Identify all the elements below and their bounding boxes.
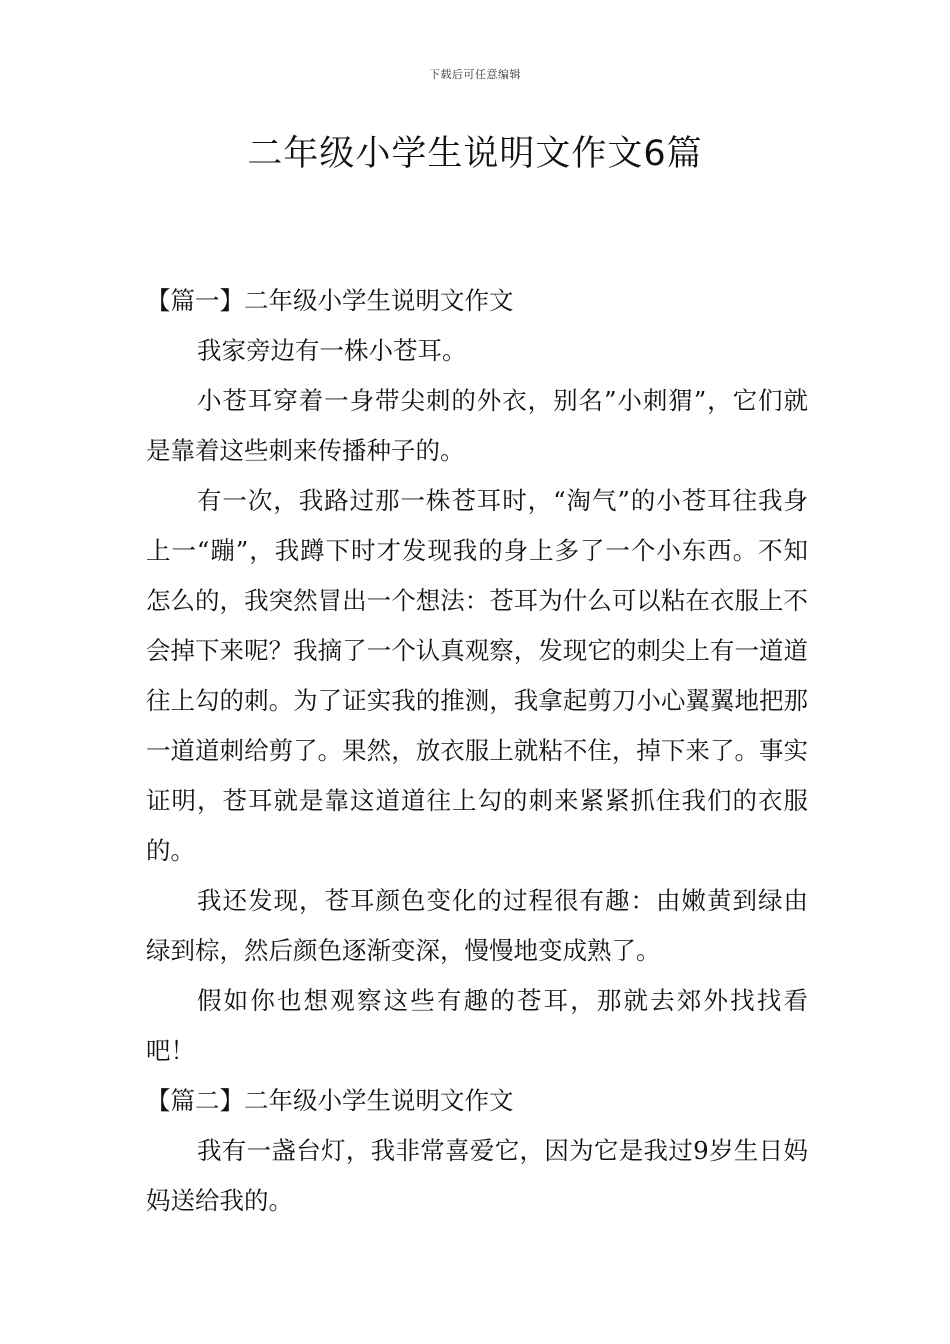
paragraph: 小苍耳穿着一身带尖刺的外衣，别名”小刺猬”，它们就是靠着这些刺来传播种子的。: [146, 386, 808, 465]
article-body: [146, 276, 808, 1226]
paragraph: 有一次，我路过那一株苍耳时，“淘气”的小苍耳往我身上一“蹦”，我蹲下时才发现我的身上多了一个小东西。不知怎么的，我突然冒出一个想法：苍耳为什么可以粘在衣服上不会掉下来呢？我摘了一个认真观察，发现它的刺尖上有一道道往上勾的刺。为了证实我的推测，我拿起剪刀小心翼翼地把那一道道刺给剪了。果然，放衣服上就粘不住，掉下来了。事实证明，苍耳就是靠这道道往上勾的刺来紧紧抓住我们的衣服的。: [146, 486, 808, 865]
paragraph: 我还发现，苍耳颜色变化的过程很有趣：由嫩黄到绿由绿到棕，然后颜色逐渐变深，慢慢地变成熟了。: [146, 886, 808, 965]
paragraph: 假如你也想观察这些有趣的苍耳，那就去郊外找找看吧！: [146, 986, 808, 1065]
paragraph: 我有一盏台灯，我非常喜爱它，因为它是我过9岁生日妈妈送给我的。: [146, 1136, 808, 1215]
page-title: 二年级小学生说明文作文6篇: [247, 134, 703, 174]
section-heading-2: 【篇二】二年级小学生说明文作文: [146, 1086, 514, 1115]
section-heading-1: 【篇一】二年级小学生说明文作文: [146, 286, 514, 315]
paragraph: 我家旁边有一株小苍耳。: [197, 336, 467, 365]
header-note: 下载后可任意编辑: [429, 68, 521, 81]
